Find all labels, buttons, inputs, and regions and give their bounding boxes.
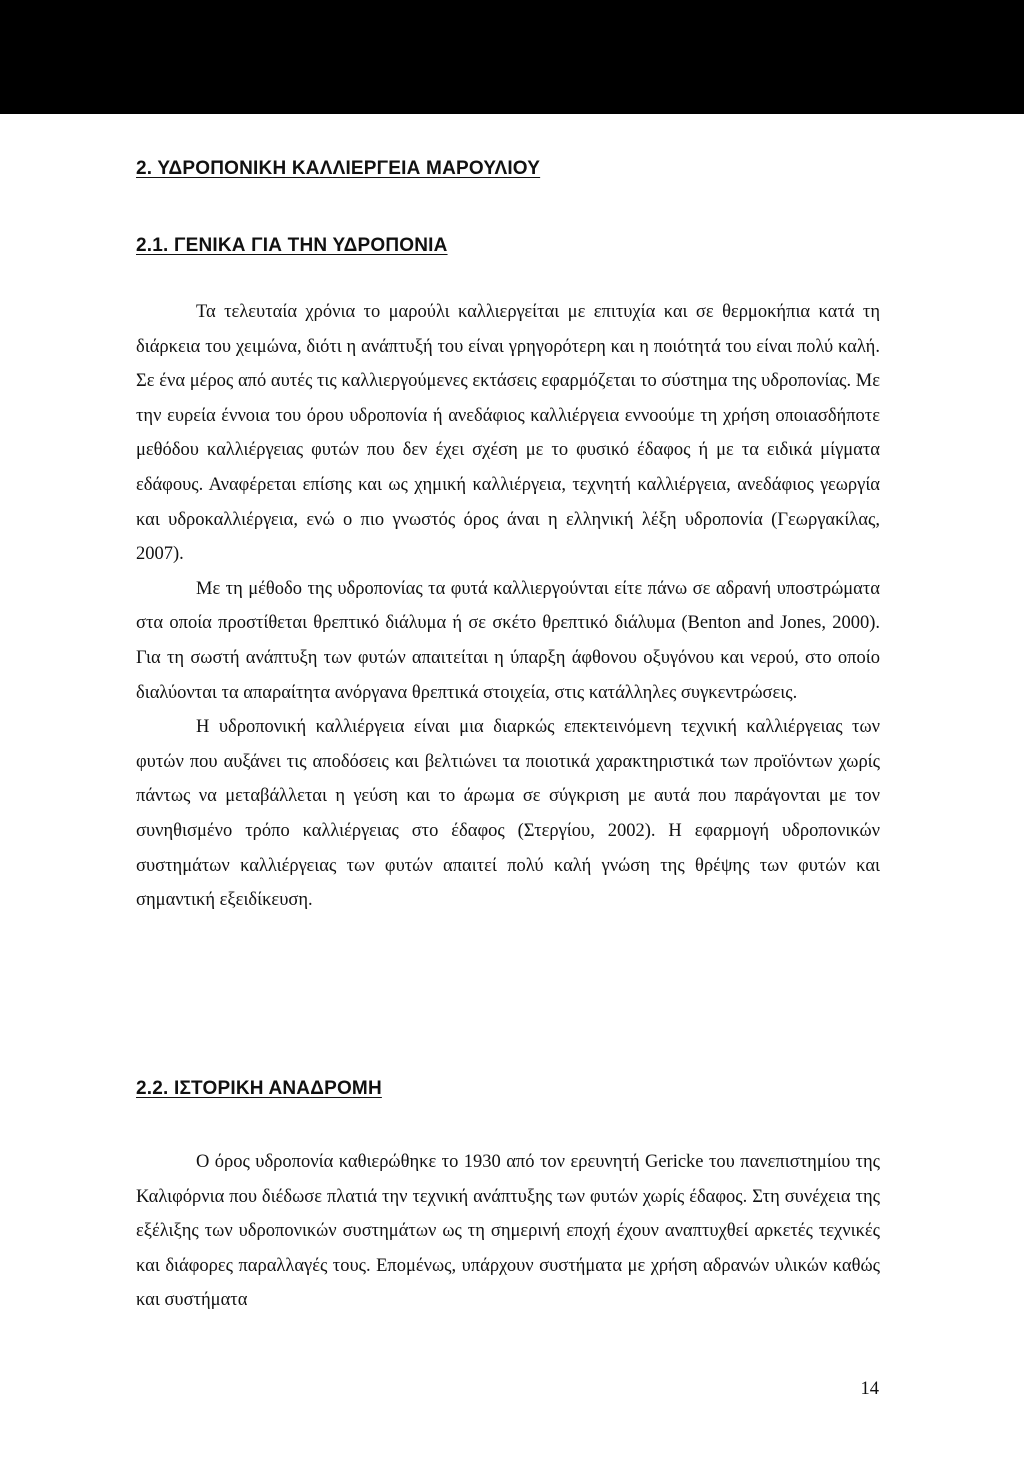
- paragraph: Τα τελευταία χρόνια το μαρούλι καλλιεργείται με επιτυχία και σε θερμοκήπια κατά τη διάρκεια του χειμώνα, διότι η ανάπτυξή του είναι γρηγορότερη και η ποιότητά του είναι πολύ καλή. Σε ένα μέρος από αυτές τις καλλιεργούμενες εκτάσεις εφαρμόζεται το σύστημα της υδροπονίας. Με την ευρεία έννοια του όρου υδροπονία ή ανεδάφιος καλλιέργεια εννοούμε τη χρήση οποιασδήποτε μεθόδου καλλιέργειας φυτών που δεν έχει σχέση με το φυσικό έδαφος ή με τα ειδικά μίγματα εδάφους. Αναφέρεται επίσης και ως χημική καλλιέργεια, τεχνητή καλλιέργεια, ανεδάφιος γεωργία και υδροκαλλιέργεια, ενώ ο πιο γνωστός όρος άναι η ελληνική λέξη υδροπονία (Γεωργακίλας, 2007).: [136, 302, 880, 565]
- paragraph: Η υδροπονική καλλιέργεια είναι μια διαρκώς επεκτεινόμενη τεχνική καλλιέργειας των φυτών που αυξάνει τις αποδόσεις και βελτιώνει τα ποιοτικά χαρακτηριστικά των προϊόντων χωρίς πάντως να μεταβάλλεται η γεύση και το άρωμα σε σύγκριση με αυτά που παράγονται με τον συνηθισμένο τρόπο καλλιέργειας στο έδαφος (Στεργίου, 2002). Η εφαρμογή υδροπονικών συστημάτων καλλιέργειας των φυτών απαιτεί πολύ καλή γνώση της θρέψης των φυτών και σημαντική εξειδίκευση.: [136, 717, 880, 911]
- section-general-body: [136, 295, 880, 918]
- paragraph: Με τη μέθοδο της υδροπονίας τα φυτά καλλιεργούνται είτε πάνω σε αδρανή υποστρώματα στα οποία προστίθεται θρεπτικό διάλυμα ή σε σκέτο θρεπτικό διάλυμα (Benton and Jones, 2000). Για τη σωστή ανάπτυξη των φυτών απαιτείται η ύπαρξη άφθονου οξυγόνου και νερού, στο οποίο διαλύονται τα απαραίτητα ανόργανα θρεπτικά στοιχεία, στις κατάλληλες συγκεντρώσεις.: [136, 578, 880, 703]
- paragraph: Ο όρος υδροπονία καθιερώθηκε το 1930 από τον ερευνητή Gericke του πανεπιστημίου της Καλιφόρνια που διέδωσε πλατιά την τεχνική ανάπτυξης των φυτών χωρίς έδαφος. Στη συνέχεια της εξέλιξης των υδροπονικών συστημάτων ως τη σημερινή εποχή έχουν αναπτυχθεί αρκετές τεχνικές και διάφορες παραλλαγές τους. Επομένως, υπάρχουν συστήματα με χρήση αδρανών υλικών καθώς και συστήματα: [136, 1152, 880, 1311]
- document-page: [0, 114, 1024, 1459]
- section-history-body: [136, 1145, 880, 1318]
- section-heading-general: 2.1. ΓΕΝΙΚΑ ΓΙΑ ΤΗΝ ΥΔΡΟΠΟΝΙΑ: [136, 235, 448, 256]
- chapter-heading: 2. ΥΔΡΟΠΟΝΙΚΗ ΚΑΛΛΙΕΡΓΕΙΑ ΜΑΡΟΥΛΙΟΥ: [136, 158, 541, 179]
- section-heading-history: 2.2. ΙΣΤΟΡΙΚΗ ΑΝΑΔΡΟΜΗ: [136, 1078, 382, 1099]
- page-number: 14: [860, 1379, 879, 1399]
